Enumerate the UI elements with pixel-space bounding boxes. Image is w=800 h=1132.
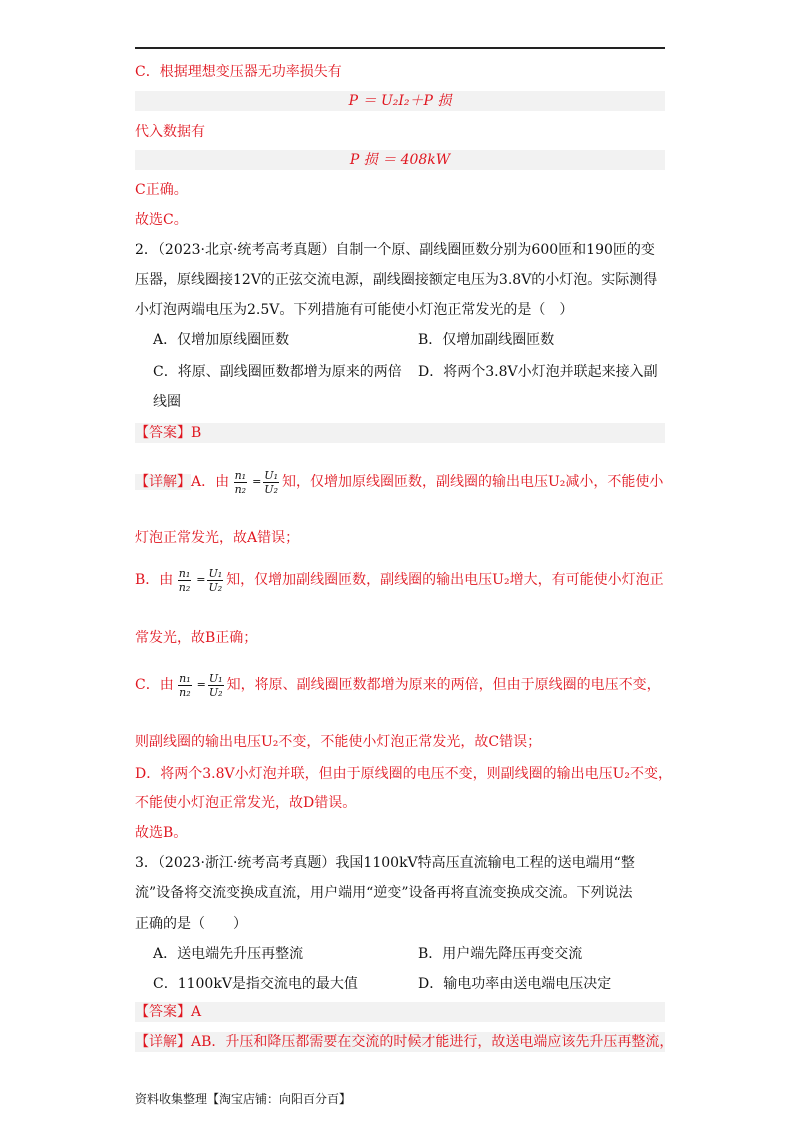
c-correct-text: C正确。 xyxy=(135,182,188,198)
q2-exp-c-cont: 则副线圈的输出电压U₂不变，不能使小灯泡正常发光，故C错误； xyxy=(135,734,542,750)
q2-option-d-cont: 线圈 xyxy=(153,394,181,410)
q2-option-a: A．仅增加原线圈匝数 xyxy=(153,332,290,348)
q2-exp-b-lead: B．由 xyxy=(135,572,174,588)
q3-explanation: 【详解】AB．升压和降压都需要在交流的时候才能进行，故送电端应该先升压再整流， xyxy=(135,1034,674,1050)
q2-exp-a-cont: 灯泡正常发光，故A错误； xyxy=(135,530,300,546)
q2-stem-line-2: 压器，原线圈接12V的正弦交流电源，副线圈接额定电压为3.8V的小灯泡。实际测得 xyxy=(135,272,658,288)
q2-stem-line-3: 小灯泡两端电压为2.5V。下列措施有可能使小灯泡正常发光的是（ ） xyxy=(135,302,574,318)
q2-exp-b-body: 知，仅增加副线圈匝数，副线圈的输出电压U₂增大，有可能使小灯泡正 xyxy=(226,572,664,588)
q3-stem-line-2: 流”设备将交流变换成直流，用户端用“逆变”设备再将直流变换成交流。下列说法 xyxy=(135,885,633,901)
q2-answer: 【答案】B xyxy=(135,425,202,441)
q2-exp-d-cont: 不能使小灯泡正常发光，故D错误。 xyxy=(135,795,357,811)
q2-exp-a-lead: A．由 xyxy=(191,474,230,490)
q3-option-c: C．1100kV是指交流电的最大值 xyxy=(153,976,358,992)
q1-choose-text: 故选C。 xyxy=(135,212,188,228)
q2-exp-b-cont: 常发光，故B正确； xyxy=(135,630,258,646)
q3-answer: 【答案】A xyxy=(135,1004,202,1020)
q2-exp-a xyxy=(135,462,663,502)
turns-ratio-formula: $\frac{\text{n₁}}{\text{n₂}}$ = $\frac{\text{U₁}}{\text{U₂}}$ xyxy=(234,468,278,496)
header-rule xyxy=(135,47,665,49)
answer-band-q2 xyxy=(135,423,665,443)
formula-1: P ＝ U₂I₂＋P 损 xyxy=(348,93,452,109)
q2-option-b: B．仅增加副线圈匝数 xyxy=(418,332,555,348)
footer-text: 资料收集整理【淘宝店铺：向阳百分百】 xyxy=(135,1092,352,1106)
q3-option-b: B．用户端先降压再变交流 xyxy=(418,946,583,962)
formula-2: P 损 ＝ 408kW xyxy=(349,152,451,168)
q2-option-d: D．将两个3.8V小灯泡并联起来接入副 xyxy=(418,364,658,380)
q2-choose-text: 故选B。 xyxy=(135,825,188,841)
substitute-text: 代入数据有 xyxy=(135,124,205,140)
explanation-label: 【详解】 xyxy=(135,474,191,490)
q2-exp-c-lead: C．由 xyxy=(135,677,174,693)
answer-band-q3 xyxy=(135,1002,665,1022)
q1-option-c-text: C．根据理想变压器无功率损失有 xyxy=(135,64,342,80)
q2-exp-c-body: 知，将原、副线圈匝数都增为原来的两倍，但由于原线圈的电压不变， xyxy=(226,677,661,693)
q2-option-c: C．将原、副线圈匝数都增为原来的两倍 xyxy=(153,364,402,380)
q2-exp-d: D．将两个3.8V小灯泡并联，但由于原线圈的电压不变，则副线圈的输出电压U₂不变， xyxy=(135,766,673,782)
q2-exp-a-body: 知，仅增加原线圈匝数，副线圈的输出电压U₂减小，不能使小 xyxy=(281,474,664,490)
q3-option-a: A．送电端先升压再整流 xyxy=(153,946,304,962)
q3-stem-line-1: 3．（2023·浙江·统考高考真题）我国1100kV特高压直流输电工程的送电端用“整 xyxy=(135,855,635,871)
q3-option-d: D．输电功率由送电端电压决定 xyxy=(418,976,612,992)
q2-exp-c xyxy=(135,665,661,705)
q2-stem-line-1: 2．（2023·北京·统考高考真题）自制一个原、副线圈匝数分别为600匝和190匝的变 xyxy=(135,242,655,258)
turns-ratio-formula: $\frac{\text{n₁}}{\text{n₂}}$ = $\frac{\text{U₁}}{\text{U₂}}$ xyxy=(178,566,223,594)
turns-ratio-formula: $\frac{\text{n₁}}{\text{n₂}}$ = $\frac{\text{U₁}}{\text{U₂}}$ xyxy=(179,671,223,699)
q3-stem-line-3: 正确的是（ ） xyxy=(135,916,247,932)
q2-exp-b xyxy=(135,560,664,600)
